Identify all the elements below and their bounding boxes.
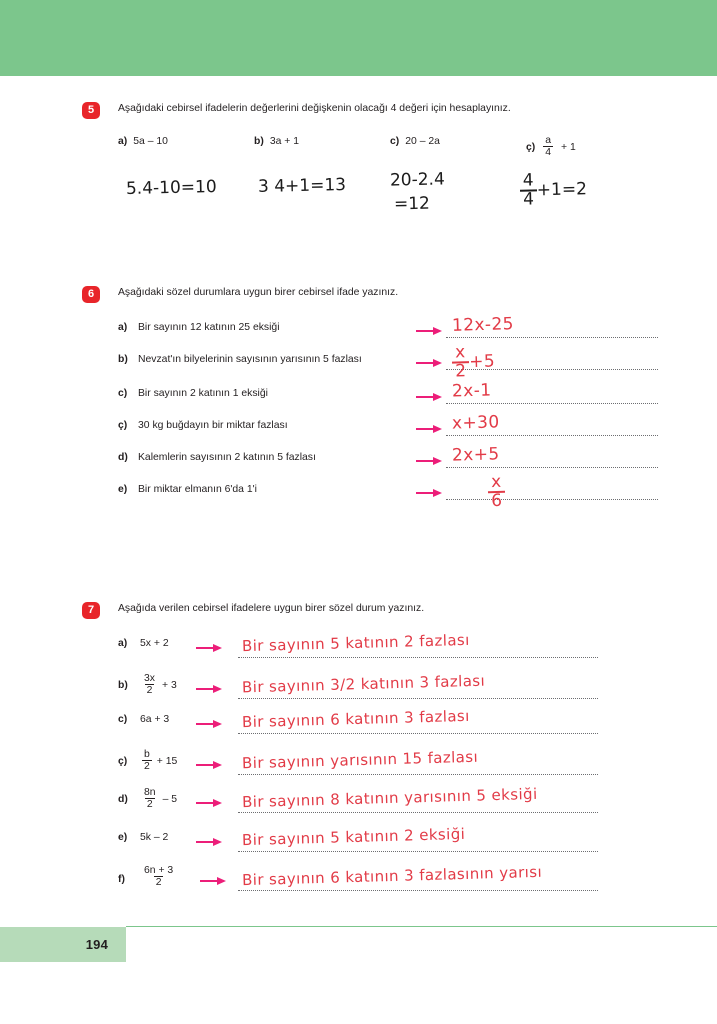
fraction-numerator: 3x — [144, 673, 155, 684]
handwritten-answer-7b: Bir sayının 3/2 katının 3 fazlası — [241, 671, 486, 697]
item-text: Bir miktar elmanın 6'da 1'i — [138, 484, 257, 495]
item-text: Nevzat'ın bilyelerinin sayısının yarısının 5 fazlası — [138, 354, 362, 365]
arrow-right-icon — [196, 719, 222, 729]
handwritten-answer-6e — [488, 471, 506, 512]
item-label: b) — [118, 354, 128, 365]
answer-dotted-line[interactable] — [238, 851, 598, 852]
arrow-right-icon — [416, 424, 442, 434]
fraction-numerator: 6n + 3 — [144, 865, 174, 876]
answer-dotted-line[interactable] — [446, 467, 658, 468]
fraction-denominator: 2 — [146, 685, 153, 697]
item-label: b) — [118, 680, 128, 691]
answer-dotted-line[interactable] — [446, 403, 658, 404]
expression-tail: – 5 — [162, 794, 178, 806]
fraction — [142, 749, 152, 772]
handwritten-answer-6c-cedilla: x+30 — [451, 412, 500, 434]
handwritten-answer-7c-cedilla: Bir sayının yarısının 15 fazlası — [241, 747, 479, 773]
q7-row-b — [0, 671, 717, 708]
expression-tail: + 15 — [156, 756, 178, 768]
item-label: a) — [118, 136, 128, 147]
item-expression: 3a + 1 — [269, 136, 299, 147]
item-label: c) — [390, 136, 400, 147]
item-expression: 20 – 2a — [405, 136, 440, 147]
answer-dotted-line[interactable] — [238, 733, 598, 734]
handwritten-fraction — [488, 471, 506, 512]
fraction — [142, 865, 175, 888]
q7-row-c-cedilla — [0, 747, 717, 784]
item-expression — [140, 866, 180, 889]
item-label: ç) — [118, 756, 128, 767]
handwritten-answer-5c-line2: =12 — [393, 193, 431, 215]
arrow-right-icon — [196, 837, 222, 847]
arrow-right-icon — [200, 876, 226, 886]
handwritten-fraction — [520, 172, 538, 208]
fraction-numerator: 4 — [522, 170, 534, 191]
item-expression-tail: + 1 — [561, 142, 576, 154]
handwritten-answer-7d: Bir sayının 8 katının yarısının 5 eksiği — [241, 784, 538, 812]
q6-row-e — [0, 471, 717, 512]
item-expression: 5a – 10 — [133, 136, 168, 147]
page-number: 194 — [85, 937, 108, 952]
arrow-right-icon — [196, 760, 222, 770]
item-text: 30 kg buğdayın bir miktar fazlası — [138, 420, 288, 431]
q5-item-c-cedilla — [526, 136, 576, 159]
item-text: Bir sayının 12 katının 25 eksiği — [138, 322, 280, 333]
header-green-band — [0, 0, 717, 76]
question-block-5 — [0, 102, 717, 215]
q6-row-a — [0, 314, 717, 350]
item-expression: 6a + 3 — [140, 714, 170, 725]
question-5-header — [0, 102, 717, 124]
page-number-box — [0, 927, 126, 962]
q5-item-b — [254, 136, 299, 147]
question-prompt: Aşağıdaki sözel durumlara uygun birer cebirsel ifade yazınız. — [118, 287, 399, 298]
fraction — [543, 135, 553, 158]
answer-dotted-line[interactable] — [446, 337, 658, 338]
handwritten-answer-5a: 5.4-10=10 — [125, 177, 217, 199]
item-text: Bir sayının 2 katının 1 eksiği — [138, 388, 268, 399]
arrow-right-icon — [416, 488, 442, 498]
arrow-right-icon — [196, 684, 222, 694]
fraction — [142, 673, 157, 696]
item-label: c) — [118, 388, 128, 399]
q7-row-e — [0, 824, 717, 864]
item-label: e) — [118, 832, 128, 843]
question-number-badge: 6 — [82, 286, 100, 303]
handwritten-answer-5b: 3 4+1=13 — [257, 175, 347, 197]
item-expression: 5x + 2 — [140, 638, 169, 649]
question-6-header — [0, 286, 717, 308]
handwritten-answer-6b — [452, 343, 496, 380]
handwritten-answer-7c: Bir sayının 6 katının 3 fazlası — [241, 706, 470, 732]
item-expression — [140, 788, 177, 811]
handwritten-answer-5c-cedilla — [520, 171, 588, 208]
arrow-right-icon — [196, 643, 222, 653]
q7-row-a — [0, 630, 717, 670]
handwritten-answer-6c: 2x-1 — [451, 380, 492, 402]
item-label: ç) — [118, 420, 128, 431]
question-7-header — [0, 602, 717, 624]
answer-dotted-line[interactable] — [446, 435, 658, 436]
page-footer — [0, 926, 717, 962]
item-label: a) — [118, 638, 128, 649]
item-label: ç) — [526, 142, 536, 154]
item-label: e) — [118, 484, 128, 495]
answer-dotted-line[interactable] — [238, 890, 598, 891]
item-label: c) — [118, 714, 128, 725]
handwritten-tail: +5 — [468, 351, 496, 373]
handwritten-answer-5c: 20-2.4 — [389, 169, 446, 191]
fraction — [142, 787, 158, 810]
item-label: f) — [118, 874, 125, 885]
handwritten-fraction — [452, 344, 470, 380]
item-expression — [140, 674, 177, 697]
handwritten-tail: +1=2 — [536, 179, 588, 201]
handwritten-answer-7e: Bir sayının 5 katının 2 eksiği — [241, 824, 466, 850]
question-5-items — [0, 136, 717, 170]
question-prompt: Aşağıda verilen cebirsel ifadelere uygun birer sözel durum yazınız. — [118, 603, 425, 614]
item-label: d) — [118, 452, 128, 463]
question-block-6 — [0, 286, 717, 512]
answer-dotted-line[interactable] — [238, 698, 598, 699]
item-text: Kalemlerin sayısının 2 katının 5 fazlası — [138, 452, 316, 463]
arrow-right-icon — [416, 456, 442, 466]
question-number-badge: 5 — [82, 102, 100, 119]
q5-item-a — [118, 136, 168, 147]
fraction-numerator: 8n — [144, 787, 156, 798]
footer-rule — [126, 926, 717, 927]
item-label: b) — [254, 136, 264, 147]
handwritten-answer-6d: 2x+5 — [451, 444, 500, 466]
arrow-right-icon — [416, 326, 442, 336]
arrow-right-icon — [196, 798, 222, 808]
fraction-numerator: a — [545, 135, 552, 146]
item-label: a) — [118, 322, 128, 333]
fraction-denominator: 2 — [452, 361, 470, 380]
question-prompt: Aşağıdaki cebirsel ifadelerin değerlerini değişkenin olacağı 4 değeri için hesaplayınız. — [118, 103, 511, 114]
fraction-numerator: b — [144, 749, 150, 760]
item-expression: 5k – 2 — [140, 832, 169, 843]
q5-item-c — [390, 136, 440, 147]
arrow-right-icon — [416, 358, 442, 368]
answer-dotted-line[interactable] — [238, 812, 598, 813]
handwritten-answer-6a: 12x-25 — [451, 314, 515, 336]
fraction-denominator: 4 — [520, 189, 537, 208]
q7-row-d — [0, 784, 717, 822]
q7-row-f — [0, 862, 717, 900]
fraction-numerator: x — [454, 342, 466, 363]
fraction-denominator: 6 — [488, 491, 506, 510]
q6-row-c — [0, 380, 717, 416]
item-label: d) — [118, 794, 128, 805]
handwritten-answer-7a: Bir sayının 5 katının 2 fazlası — [241, 630, 470, 656]
q7-row-c — [0, 706, 717, 746]
fraction-denominator: 2 — [155, 877, 162, 889]
handwritten-answer-7f: Bir sayının 6 katının 3 fazlasının yarısı — [241, 862, 543, 890]
arrow-right-icon — [416, 392, 442, 402]
expression-tail: + 3 — [161, 680, 177, 692]
answer-dotted-line[interactable] — [238, 774, 598, 775]
question-block-7 — [0, 602, 717, 890]
item-expression — [140, 750, 177, 773]
answer-dotted-line[interactable] — [238, 657, 598, 658]
fraction-numerator: x — [490, 471, 502, 493]
fraction-denominator: 4 — [545, 147, 552, 159]
q6-row-d — [0, 444, 717, 480]
q6-row-b — [0, 342, 717, 382]
answer-dotted-line[interactable] — [446, 499, 658, 500]
fraction-denominator: 2 — [144, 761, 150, 773]
question-number-badge: 7 — [82, 602, 100, 619]
q6-row-c-cedilla — [0, 412, 717, 448]
fraction-denominator: 2 — [146, 799, 153, 811]
